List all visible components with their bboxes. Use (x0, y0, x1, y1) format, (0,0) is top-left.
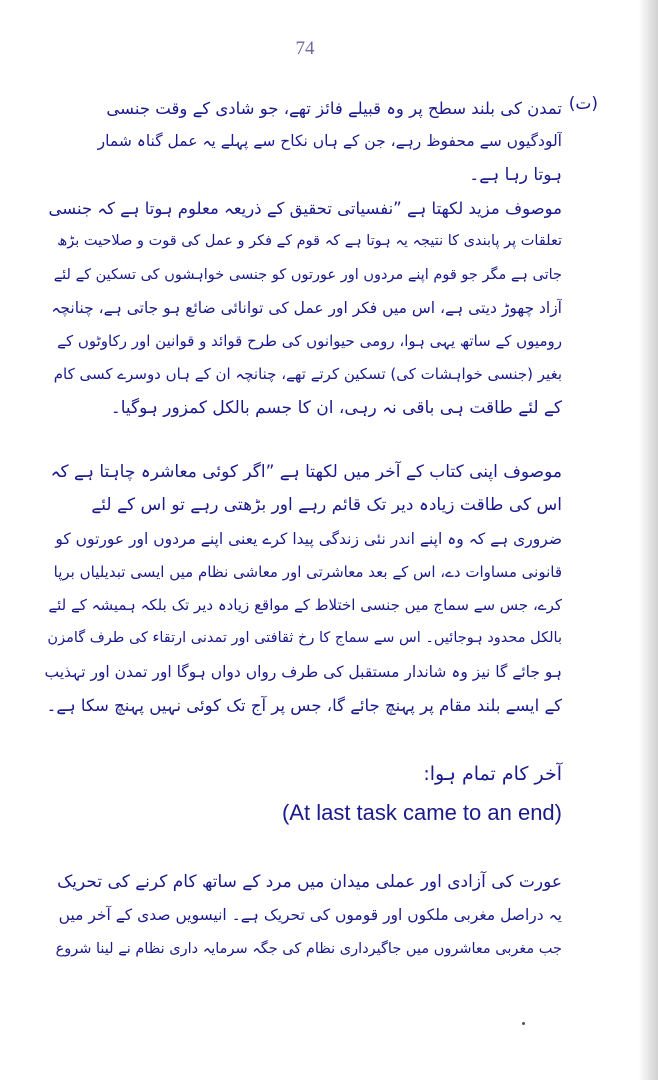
text-line: یہ دراصل مغربی ملکوں اور قوموں کی تحریک ہے۔ انیسویں صدی کے آخر میں (58, 906, 562, 925)
text-line: رومیوں کے ساتھ یہی ہوا، رومی حیوانوں کی طرح قوائد و قوانین اور رکاوٹوں کے (57, 332, 562, 351)
text-line: موصوف اپنی کتاب کے آخر میں لکھتا ہے ”اگر کوئی معاشرہ چاہتا ہے کہ (50, 462, 562, 482)
paragraph-3 (44, 456, 562, 722)
page-edge-shadow (638, 0, 658, 1080)
text-line: تعلقات پر پابندی کا نتیجہ یہ ہوتا ہے کہ قوم کے فکر و عمل کی قوت و صلاحیت بڑھ (57, 233, 562, 250)
paragraph-4 (44, 866, 562, 966)
text-line: آزاد چھوڑ دیتی ہے، اس میں فکر اور عمل کی توانائی ضائع ہو جاتی ہے، چنانچہ (51, 298, 562, 317)
text-line: موصوف مزید لکھتا ہے ”نفسیاتی تحقیق کے ذریعہ معلوم ہوتا ہے کہ جنسی (48, 199, 562, 218)
text-line: قانونی مساوات دے، اس کے بعد معاشرتی اور معاشی نظام میں ایسی تبدیلیاں برپا (53, 562, 562, 581)
text-line: بالکل محدود ہوجائیں۔ اس سے سماج کا رخ ثقافتی اور تمدنی ارتقاء کی طرف گامزن (47, 630, 562, 647)
page-number: 74 (295, 38, 315, 59)
text-line: آلودگیوں سے محفوظ رہے، جن کے ہاں نکاح سے پہلے یہ عمل گناہ شمار (97, 132, 562, 151)
text-line: بغیر (جنسی خواہشات کی) تسکین کرتے تھے، چنانچہ ان کے ہاں دوسرے کسی کام (53, 365, 562, 384)
section-heading-english: (At last task came to an end) (281, 800, 562, 825)
text-line: کے ایسے بلند مقام پر پہنچ جائے گا، جس پر آج تک کوئی نہیں پہنچ سکا ہے۔ (46, 696, 562, 716)
text-line: عورت کی آزادی اور عملی میدان میں مرد کے ساتھ کام کرنے کی تحریک (57, 872, 562, 892)
ink-speck (522, 1022, 525, 1025)
paragraph-1 (97, 92, 562, 192)
text-line: ہو جائے گا نیز وہ شاندار مستقبل کی طرف رواں دواں ہوگا اور تمدن اور تہذیب (44, 662, 562, 681)
point-marker: (ت) (568, 94, 598, 114)
text-line: جب مغربی معاشروں میں جاگیرداری نظام کی جگہ سرمایہ داری نظام نے لینا شروع (55, 940, 562, 957)
text-line: تمدن کی بلند سطح پر وہ قبیلے فائز تھے، جو شادی کے وقت جنسی (106, 99, 562, 118)
paragraph-2 (44, 192, 562, 425)
text-line: کے لئے طاقت ہی باقی نہ رہی، ان کا جسم بالکل کمزور ہوگیا۔ (110, 397, 562, 418)
text-line: کرے، جس سے سماج میں جنسی اختلاط کے مواقع زیادہ دیر تک بلکہ ہمیشہ کے لئے (48, 596, 562, 615)
text-line: ہوتا رہا ہے۔ (469, 164, 562, 185)
text-line: ضروری ہے کہ وہ اپنے اندر نئی زندگی پیدا کرے یعنی اپنے مردوں اور عورتوں کو (55, 529, 562, 548)
section-heading-urdu: آخر کام تمام ہوا: (423, 763, 562, 785)
text-line: اس کی طاقت زیادہ دیر تک قائم رہے اور بڑھتی رہے تو اس کے لئے (91, 495, 562, 516)
text-line: جاتی ہے مگر جو قوم اپنے مردوں اور عورتوں کو جنسی خواہشوں کی تسکین کے لئے (53, 266, 562, 283)
